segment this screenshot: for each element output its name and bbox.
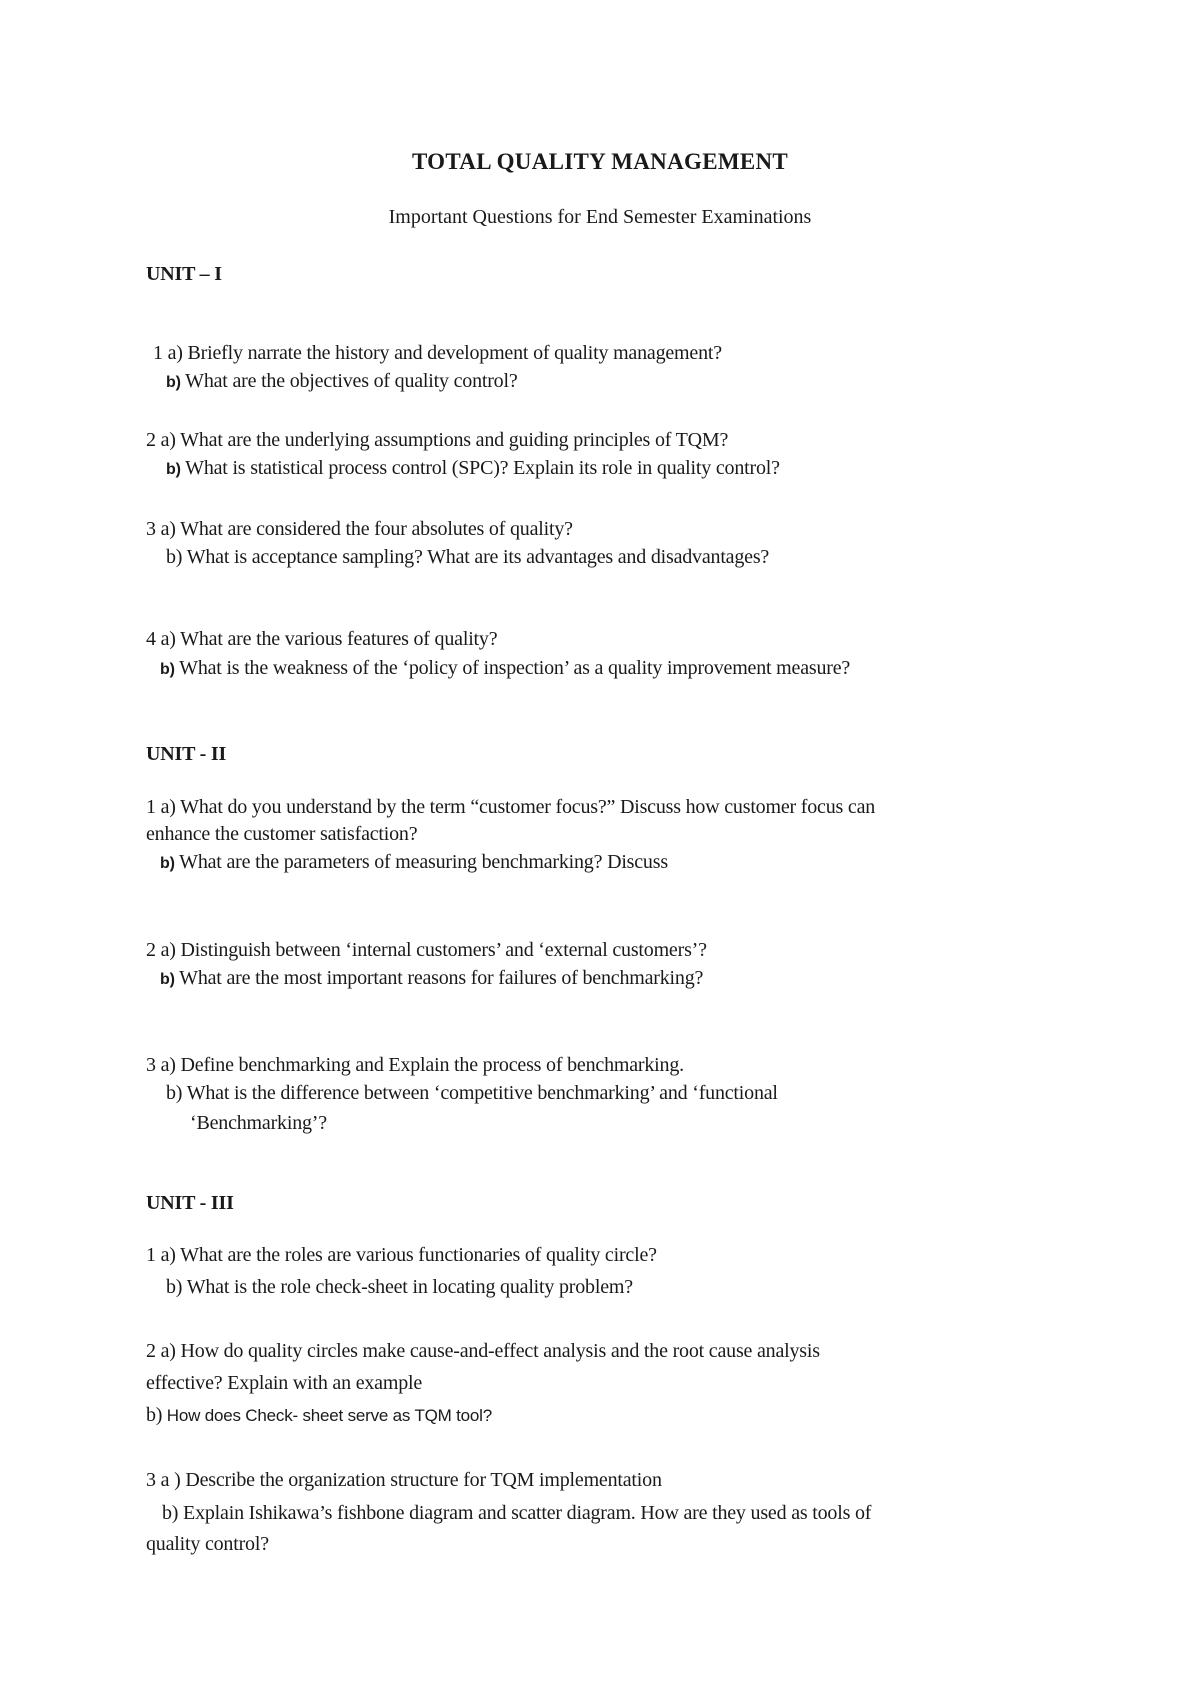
question-part-marker: b) [146, 1404, 163, 1426]
unit-2-question-1a-line-1: 1 a) What do you understand by the term “customer focus?” Discuss how customer focus can [146, 796, 876, 818]
unit-3-question-2a-line-1: 2 a) How do quality circles make cause-and-effect analysis and the root cause analysis [146, 1340, 820, 1362]
question-part-marker: b) [160, 855, 175, 872]
unit-3-heading: UNIT - III [146, 1192, 234, 1214]
unit-3-question-2b [146, 1403, 492, 1428]
document-title: TOTAL QUALITY MANAGEMENT [411, 149, 789, 174]
unit-3-question-1a: 1 a) What are the roles are various functionaries of quality circle? [146, 1244, 657, 1266]
question-text: How does Check- sheet serve as TQM tool? [162, 1406, 493, 1425]
unit-1-question-2a: 2 a) What are the underlying assumptions and guiding principles of TQM? [146, 429, 729, 451]
unit-1-question-1b [166, 369, 518, 395]
question-part-marker: b) [160, 661, 175, 678]
unit-1-question-3b: b) What is acceptance sampling? What are its advantages and disadvantages? [166, 546, 770, 568]
unit-2-question-1a-line-2: enhance the customer satisfaction? [146, 823, 418, 845]
question-text: What is the weakness of the ‘policy of inspection’ as a quality improvement measure? [174, 657, 851, 679]
unit-1-question-4a: 4 a) What are the various features of quality? [146, 628, 498, 650]
unit-3-question-3a: 3 a ) Describe the organization structure for TQM implementation [146, 1469, 662, 1491]
unit-3-question-3b-line-2: quality control? [146, 1533, 269, 1555]
question-part-marker: b) [166, 374, 181, 391]
unit-1-question-3a: 3 a) What are considered the four absolutes of quality? [146, 518, 573, 540]
question-part-marker: b) [166, 461, 181, 478]
unit-3-question-3b-line-1: b) Explain Ishikawa’s fishbone diagram and scatter diagram. How are they used as tools of [162, 1502, 872, 1524]
unit-1-question-4b [160, 656, 850, 682]
question-text: What are the most important reasons for failures of benchmarking? [174, 967, 704, 989]
unit-1-heading: UNIT – I [146, 263, 222, 285]
question-text: What is statistical process control (SPC)? Explain its role in quality control? [180, 457, 780, 479]
unit-1-question-1a: 1 a) Briefly narrate the history and development of quality management? [153, 342, 722, 364]
question-text: What are the parameters of measuring benchmarking? Discuss [174, 851, 668, 873]
unit-2-heading: UNIT - II [146, 743, 227, 765]
unit-3-question-2a-line-2: effective? Explain with an example [146, 1372, 423, 1394]
unit-3-question-1b: b) What is the role check-sheet in locating quality problem? [166, 1276, 633, 1298]
unit-2-question-2a: 2 a) Distinguish between ‘internal customers’ and ‘external customers’? [146, 939, 707, 961]
question-part-marker: b) [160, 971, 175, 988]
unit-2-question-3b-line-1: b) What is the difference between ‘competitive benchmarking’ and ‘functional [166, 1082, 778, 1104]
unit-2-question-3b-line-2: ‘Benchmarking’? [190, 1112, 327, 1134]
document-subtitle: Important Questions for End Semester Examinations [388, 206, 812, 228]
question-text: What are the objectives of quality control? [180, 370, 518, 392]
unit-2-question-3a: 3 a) Define benchmarking and Explain the process of benchmarking. [146, 1054, 684, 1076]
unit-2-question-1b [160, 850, 668, 876]
unit-2-question-2b [160, 966, 703, 992]
unit-1-question-2b [166, 456, 780, 482]
